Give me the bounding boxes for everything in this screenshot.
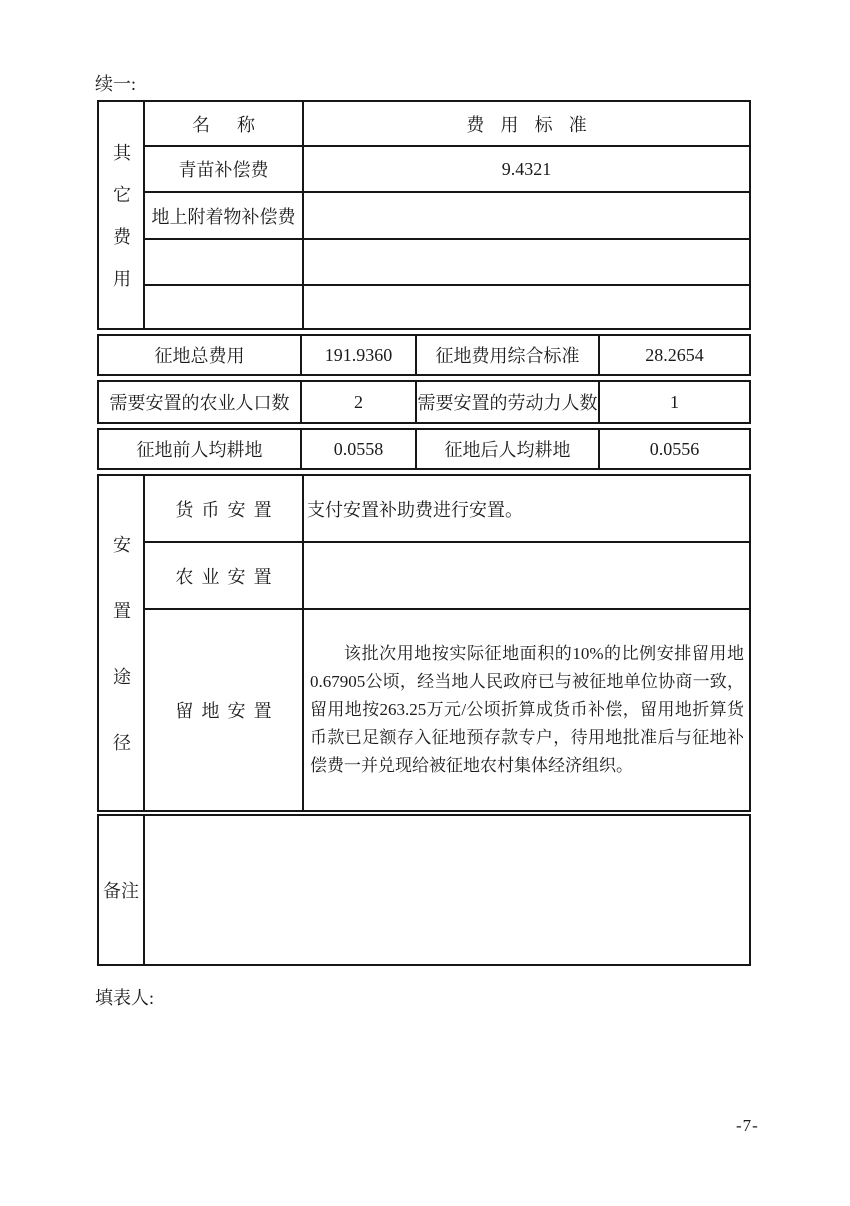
labor-force-value: 1 (670, 391, 679, 412)
young-crop-fee-value: 9.4321 (501, 158, 552, 179)
page-number: -7- (736, 1116, 759, 1135)
other-fees-header-row (145, 102, 749, 147)
agricultural-population-label: 需要安置的农业人口数 (99, 382, 302, 422)
empty-fee-label (145, 240, 304, 284)
table-row (99, 382, 749, 422)
remarks-section (97, 814, 751, 966)
table-row (145, 147, 749, 193)
retained-land-resettlement-paragraph: 该批次用地按实际征地面积的10%的比例安排留用地0.67905公顷，经当地人民政府已与被征地单位协商一致，留用地按263.25万元/公顷折算成货币补偿，留用地折算货币款已足额存入征地预存款专户，待用地批准后与征地补偿费一并兑现给被征地农村集体经济组织。 (310, 644, 744, 775)
agricultural-resettlement-label: 农业安置 (175, 566, 280, 587)
total-cost-row (97, 334, 751, 376)
agricultural-resettlement-content (304, 543, 749, 608)
population-row (97, 380, 751, 424)
ground-attachment-fee-label: 地上附着物补偿费 (145, 193, 304, 238)
table-row (145, 610, 749, 810)
table-row (145, 543, 749, 610)
table-row (145, 193, 749, 240)
form-filler-label: 填表人: (95, 988, 155, 1008)
name-column-header: 名称 (192, 114, 282, 135)
post-acquisition-farmland-value: 0.0556 (649, 438, 700, 459)
monetary-resettlement-content: 支付安置补助费进行安置。 (307, 499, 523, 520)
retained-land-resettlement-label: 留地安置 (175, 701, 280, 721)
empty-fee-value (304, 286, 749, 328)
table-row (145, 286, 749, 328)
monetary-resettlement-label-cell (145, 476, 304, 541)
agricultural-population-value: 2 (302, 382, 417, 422)
other-fees-section-title-cell (99, 102, 145, 328)
table-row (99, 430, 749, 468)
per-capita-farmland-row (97, 428, 751, 470)
continuation-label: 续一: (95, 74, 137, 94)
retained-land-resettlement-label-cell (145, 610, 304, 810)
resettlement-section (97, 474, 751, 812)
table-row (145, 476, 749, 543)
resettlement-section-title: 安置途径 (111, 535, 131, 799)
young-crop-fee-label: 青苗补偿费 (145, 147, 304, 191)
empty-fee-value (304, 240, 749, 284)
comprehensive-standard-label: 征地费用综合标准 (417, 336, 600, 374)
other-fees-section-title: 其它费用 (111, 143, 131, 311)
fee-standard-column-header: 费用标准 (466, 114, 603, 135)
remarks-label-cell (99, 816, 145, 964)
agricultural-resettlement-label-cell (145, 543, 304, 608)
total-cost-value: 191.9360 (302, 336, 417, 374)
comprehensive-standard-value: 28.2654 (645, 344, 704, 365)
resettlement-section-title-cell (99, 476, 145, 810)
remarks-grid (145, 816, 749, 964)
resettlement-grid (145, 476, 749, 810)
pre-acquisition-farmland-label: 征地前人均耕地 (99, 430, 302, 468)
table-row (145, 816, 749, 964)
table-row (99, 336, 749, 374)
name-header-cell (145, 102, 304, 145)
remarks-label: 备注 (103, 881, 139, 901)
fee-standard-header-cell (304, 102, 749, 145)
labor-force-label: 需要安置的劳动力人数 (417, 382, 600, 422)
post-acquisition-farmland-label: 征地后人均耕地 (417, 430, 600, 468)
table-row (145, 240, 749, 286)
remarks-content (145, 816, 749, 964)
pre-acquisition-farmland-value: 0.0558 (302, 430, 417, 468)
retained-land-resettlement-content-cell (304, 610, 749, 810)
ground-attachment-fee-value (304, 193, 749, 238)
other-fees-section (97, 100, 751, 330)
total-cost-label: 征地总费用 (99, 336, 302, 374)
monetary-resettlement-label: 货币安置 (175, 499, 280, 520)
empty-fee-label (145, 286, 304, 328)
other-fees-grid (145, 102, 749, 328)
